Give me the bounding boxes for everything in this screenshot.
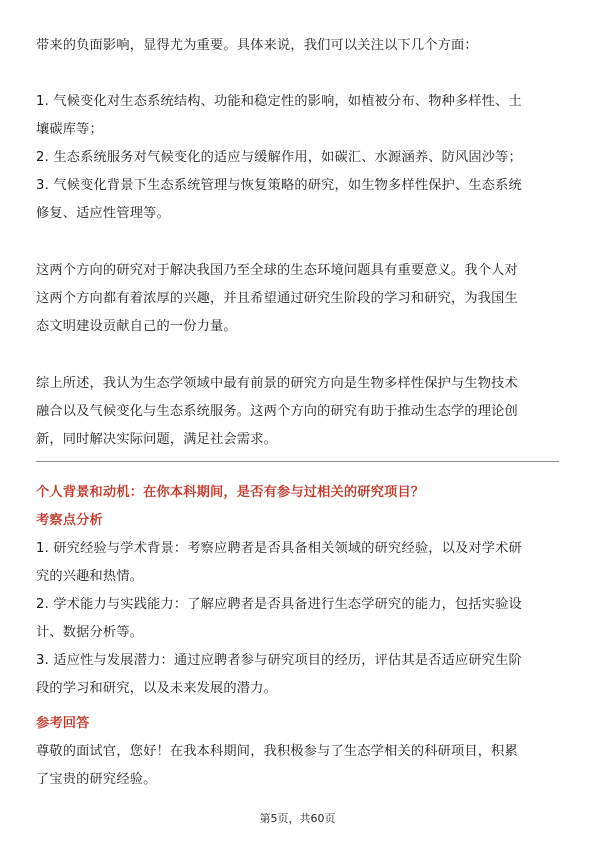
paragraph-line: 融合以及气候变化与生态系统服务。这两个方向的研究有助于推动生态学的理论创 [36, 404, 518, 419]
paragraph-line: 这两个方向都有着浓厚的兴趣，并且希望通过研究生阶段的学习和研究，为我国生 [36, 291, 518, 306]
paragraph-line: 态文明建设贡献自己的一份力量。 [36, 319, 237, 334]
analysis-line: 究的兴趣和热情。 [36, 569, 144, 584]
analysis-line: 计、数据分析等。 [36, 625, 144, 640]
paragraph-line: 综上所述，我认为生态学领域中最有前景的研究方向是生物多样性保护与生物技术 [36, 376, 518, 391]
paragraph-line: 带来的负面影响，显得尤为重要。具体来说，我们可以关注以下几个方面： [36, 38, 478, 53]
list-item-line: 3. 气候变化背景下生态系统管理与恢复策略的研究，如生物多样性保护、生态系统 [36, 178, 522, 193]
list-item-line: 1. 气候变化对生态系统结构、功能和稳定性的影响，如植被分布、物种多样性、土 [36, 94, 522, 109]
analysis-line: 1. 研究经验与学术背景：考察应聘者是否具备相关领域的研究经验，以及对学术研 [36, 541, 522, 556]
paragraph-line: 新，同时解决实际问题，满足社会需求。 [36, 432, 277, 447]
analysis-heading: 考察点分析 [36, 513, 103, 528]
section-divider [36, 461, 559, 462]
analysis-line: 3. 适应性与发展潜力：通过应聘者参与研究项目的经历，评估其是否适应研究生阶 [36, 653, 522, 668]
paragraph-line: 这两个方向的研究对于解决我国乃至全球的生态环境问题具有重要意义。我个人对 [36, 263, 518, 278]
page-footer: 第5页，共60页 [259, 812, 336, 825]
question-heading: 个人背景和动机：在你本科期间，是否有参与过相关的研究项目？ [36, 485, 425, 500]
analysis-line: 2. 学术能力与实践能力：了解应聘者是否具备进行生态学研究的能力，包括实验设 [36, 597, 522, 612]
answer-heading: 参考回答 [36, 716, 90, 731]
answer-line: 尊敬的面试官，您好！在我本科期间，我积极参与了生态学相关的科研项目，积累 [36, 744, 518, 759]
analysis-line: 段的学习和研究，以及未来发展的潜力。 [36, 681, 277, 696]
answer-line: 了宝贵的研究经验。 [36, 772, 157, 787]
list-item-line: 修复、适应性管理等。 [36, 206, 170, 221]
list-item-line: 2. 生态系统服务对气候变化的适应与缓解作用，如碳汇、水源涵养、防风固沙等； [36, 150, 522, 165]
list-item-line: 壤碳库等； [36, 122, 103, 137]
